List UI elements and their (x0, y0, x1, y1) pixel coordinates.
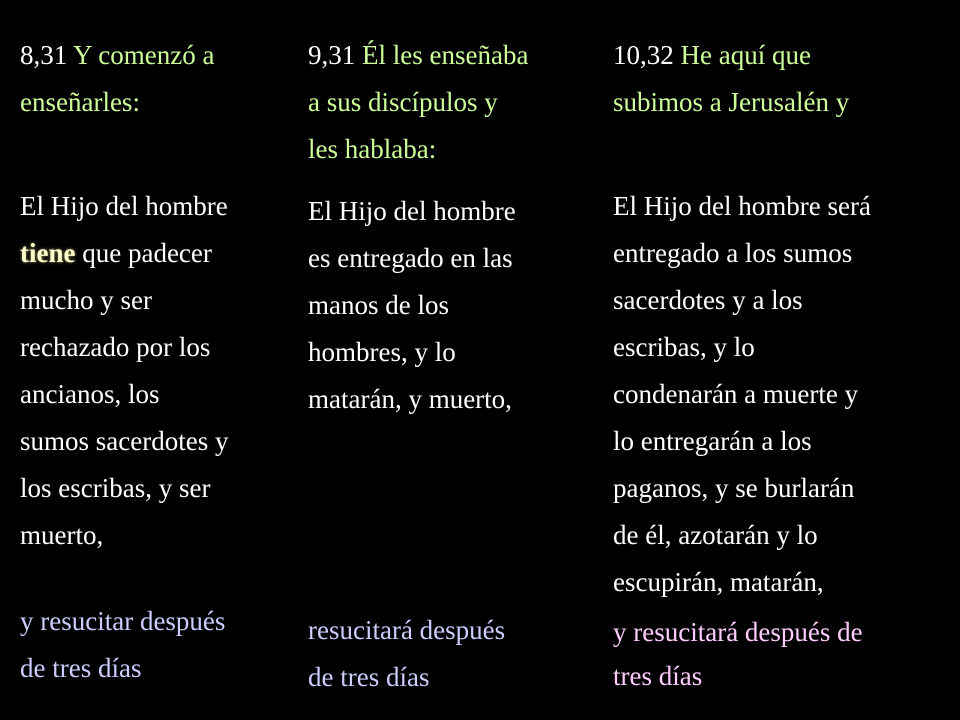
column-3-resurrection-line: tres días (613, 661, 703, 691)
column-1-prediction-line: rechazado por los (20, 332, 211, 362)
column-3-prediction-line: escribas, y lo (613, 332, 755, 362)
column-2-heading-line-1 (308, 32, 528, 79)
column-1-intro-first: Y comenzó a (67, 40, 215, 70)
column-3-prediction-line: escupirán, matarán, (613, 567, 824, 597)
column-3-prediction-line: paganos, y se burlarán (613, 473, 855, 503)
column-1-prediction-line: El Hijo del hombre (20, 191, 228, 221)
column-1-heading-line-1 (20, 32, 214, 79)
column-1-heading (20, 32, 214, 126)
column-2-resurrection (308, 607, 505, 701)
column-1-prediction-line: mucho y ser (20, 285, 152, 315)
column-3-heading-line-1 (613, 32, 849, 79)
column-1-resurrection-line: y resucitar después (20, 606, 226, 636)
column-2-prediction-line: hombres, y lo (308, 337, 456, 367)
column-1-reference: 8,31 (20, 40, 68, 70)
column-3-prediction-line: sacerdotes y a los (613, 285, 803, 315)
column-1-prediction-line: los escribas, y ser (20, 473, 211, 503)
column-3-reference: 10,32 (613, 40, 674, 70)
column-3-prediction-line: condenarán a muerte y (613, 379, 859, 409)
column-2-prediction-line: matarán, y muerto, (308, 384, 512, 414)
column-2-prediction-line: manos de los (308, 290, 449, 320)
column-1-resurrection-line: de tres días (20, 653, 142, 683)
column-2-heading (308, 32, 528, 173)
column-2-prediction-line: El Hijo del hombre (308, 196, 516, 226)
column-1-prediction-line: muerto, (20, 520, 104, 550)
column-3-prediction (613, 183, 871, 606)
column-1-prediction-line: sumos sacerdotes y (20, 426, 229, 456)
column-1-prediction-line-rest: que padecer (75, 238, 212, 268)
column-1-prediction (20, 183, 228, 559)
column-2-prediction (308, 188, 516, 423)
column-3-resurrection (613, 610, 863, 698)
column-2-intro-line: les hablaba: (308, 134, 437, 164)
column-3-heading (613, 32, 849, 126)
emphasized-word: tiene (20, 238, 76, 268)
column-3-intro-first: He aquí que (673, 40, 811, 70)
column-3-resurrection-line: y resucitará después de (613, 617, 863, 647)
column-2-reference: 9,31 (308, 40, 356, 70)
column-3-prediction-line: lo entregarán a los (613, 426, 812, 456)
column-2-resurrection-line: resucitará después (308, 615, 506, 645)
column-2-intro-first: Él les enseñaba (355, 40, 529, 70)
column-2-prediction-line: es entregado en las (308, 243, 513, 273)
column-2-intro-line: a sus discípulos y (308, 87, 498, 117)
column-3-prediction-line: de él, azotarán y lo (613, 520, 818, 550)
column-1-intro-line: enseñarles: (20, 87, 140, 117)
column-1-prediction-line: ancianos, los (20, 379, 160, 409)
column-1-resurrection (20, 598, 225, 692)
column-2-resurrection-line: de tres días (308, 662, 430, 692)
column-1-prediction-line (20, 230, 228, 277)
column-3-prediction-line: entregado a los sumos (613, 238, 853, 268)
column-3-intro-line: subimos a Jerusalén y (613, 87, 850, 117)
column-3-prediction-line: El Hijo del hombre será (613, 191, 871, 221)
